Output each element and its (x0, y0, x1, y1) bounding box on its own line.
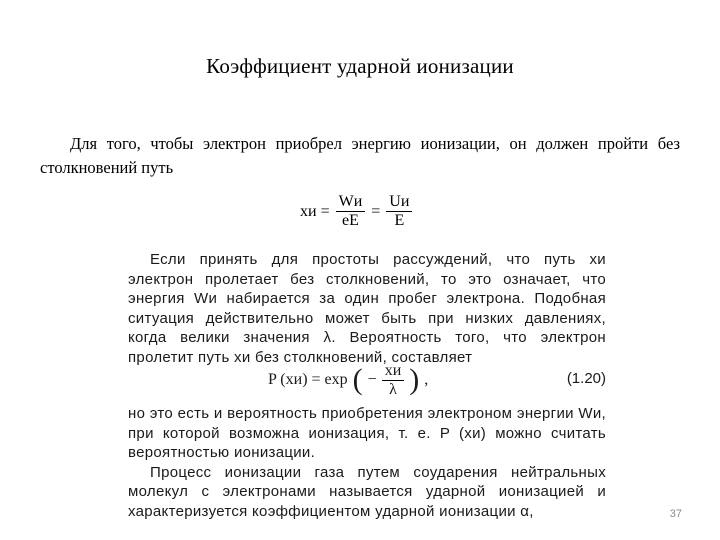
ionization-path-equation (300, 193, 412, 230)
right-paren: ) (409, 363, 420, 396)
scanned-text-block-2 (128, 404, 606, 521)
fraction-denominator: λ (389, 380, 397, 398)
fraction-numerator: Uи (389, 193, 410, 210)
intro-paragraph: Для того, чтобы электрон приобрел энергию ионизации, он должен пройти без столкновений путь (40, 134, 680, 177)
equation-lhs: xи = (300, 202, 330, 220)
equation-tail: , (424, 371, 429, 388)
fraction-potential-over-field (386, 193, 412, 230)
fraction-numerator: Wи (338, 193, 363, 210)
scanned-paragraph: Процесс ионизации газа путем соударения нейтральных молекул с электронами называется ударной ионизацией и характеризуется коэффициентом ударной ионизации α, (128, 463, 606, 520)
equation-lhs: P (xи) = exp (268, 371, 348, 388)
scanned-paragraph: Если принять для простоты рассуждений, что путь xи электрон пролетает без столкновений, то это означает, что энергия Wи набирается за один пробег электрона. Подобная ситуация действительно может быть при низких давлениях, когда велики значения λ. Вероятность того, что электрон пролетит путь xи без столкновений, составляет (128, 251, 606, 366)
fraction-path-over-lambda (382, 362, 405, 399)
probability-formula (268, 358, 428, 402)
probability-equation (128, 358, 606, 402)
scanned-text-block-1 (128, 250, 606, 367)
slide-title: Коэффициент ударной ионизации (206, 54, 514, 78)
left-paren: ( (352, 363, 363, 396)
equals-sign: = (371, 202, 381, 220)
fraction-denominator: eE (341, 212, 359, 229)
scanned-paragraph: но это есть и вероятность приобретения электроном энергии Wи, при которой возможна ионизация, т. е. P (xи) можно считать вероятностью ионизации. (128, 405, 606, 461)
page-number: 37 (669, 508, 682, 520)
minus-sign: − (367, 371, 377, 388)
equation-number: (1.20) (566, 370, 606, 387)
fraction-denominator: E (394, 212, 405, 229)
fraction-numerator: xи (384, 361, 402, 379)
fraction-energy-over-field (336, 193, 366, 230)
